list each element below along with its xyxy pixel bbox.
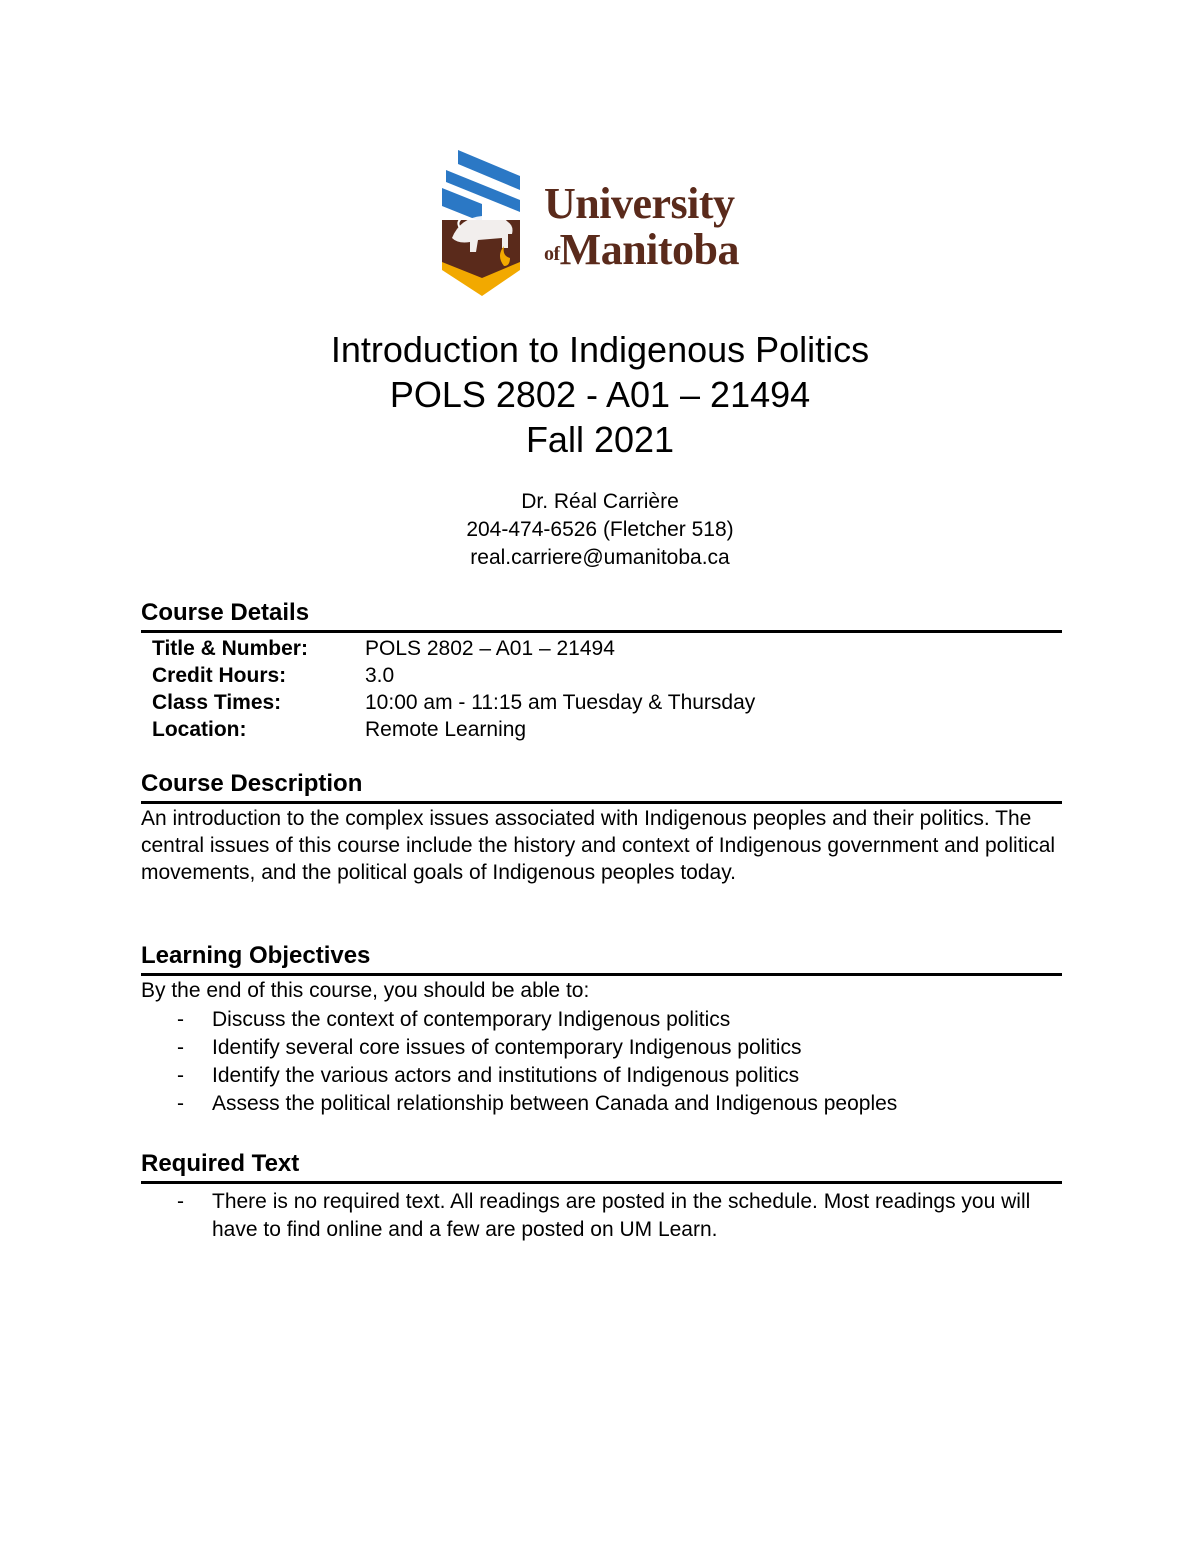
details-row	[141, 716, 755, 743]
details-value-location: Remote Learning	[365, 718, 527, 741]
list-item	[141, 1188, 1062, 1244]
learning-objectives-section	[141, 941, 1062, 1118]
details-value-title-number: POLS 2802 – A01 – 21494	[365, 637, 615, 660]
details-row	[141, 689, 755, 716]
list-dash: -	[177, 1008, 184, 1031]
objective-text: Identify the various actors and institutions of Indigenous politics	[212, 1064, 800, 1087]
required-text-note: There is no required text. All readings are posted in the schedule. Most readings you will have to find online and a few are posted on UM Learn.	[212, 1190, 1031, 1241]
title-block	[0, 327, 1200, 462]
logo-wordmark-manitoba-line	[544, 225, 740, 274]
list-dash: -	[177, 1064, 184, 1087]
course-details-heading: Course Details	[141, 598, 1062, 633]
details-label-credit-hours: Credit Hours:	[152, 664, 287, 687]
list-dash: -	[177, 1190, 184, 1213]
course-description-section	[141, 769, 1062, 886]
objective-text: Assess the political relationship between Canada and Indigenous peoples	[212, 1092, 898, 1115]
course-title: Introduction to Indigenous Politics	[330, 329, 870, 370]
required-text-section	[141, 1149, 1062, 1244]
bison-shield-icon	[438, 146, 534, 296]
details-row	[141, 662, 755, 689]
details-label-title-number: Title & Number:	[152, 637, 308, 660]
details-row	[141, 635, 755, 662]
list-item	[141, 1090, 1062, 1118]
logo-wordmark-of: of	[544, 243, 560, 265]
learning-objectives-list	[141, 1006, 1062, 1118]
details-label-class-times: Class Times:	[152, 691, 282, 714]
course-description-heading: Course Description	[141, 769, 1062, 804]
learning-objectives-heading: Learning Objectives	[141, 941, 1062, 976]
course-term: Fall 2021	[525, 419, 675, 460]
instructor-name: Dr. Réal Carrière	[521, 490, 679, 513]
required-text-list	[141, 1188, 1062, 1244]
details-value-class-times: 10:00 am - 11:15 am Tuesday & Thursday	[365, 691, 756, 714]
logo-wordmark-manitoba: Manitoba	[559, 225, 740, 274]
required-text-heading: Required Text	[141, 1149, 1062, 1184]
list-item	[141, 1034, 1062, 1062]
instructor-contact	[0, 488, 1200, 572]
list-item	[141, 1062, 1062, 1090]
details-label-location: Location:	[152, 718, 247, 741]
list-item	[141, 1006, 1062, 1034]
course-details-section	[141, 598, 1062, 743]
objective-text: Identify several core issues of contemporary Indigenous politics	[212, 1036, 802, 1059]
instructor-phone-office: 204-474-6526 (Fletcher 518)	[466, 518, 734, 541]
course-code: POLS 2802 - A01 – 21494	[389, 374, 811, 415]
details-value-credit-hours: 3.0	[365, 664, 395, 687]
course-description-text: An introduction to the complex issues associated with Indigenous peoples and their politics. The central issues of this course include the history and context of Indigenous government and political movements, and the political goals of Indigenous peoples today.	[141, 807, 1056, 884]
list-dash: -	[177, 1092, 184, 1115]
logo-wordmark-university: University	[544, 179, 735, 228]
list-dash: -	[177, 1036, 184, 1059]
logo-wordmark	[544, 179, 740, 274]
course-details-table	[141, 635, 755, 743]
university-logo	[438, 146, 768, 296]
instructor-email: real.carriere@umanitoba.ca	[470, 546, 730, 569]
objective-text: Discuss the context of contemporary Indigenous politics	[212, 1008, 731, 1031]
learning-objectives-intro: By the end of this course, you should be able to:	[141, 979, 590, 1002]
